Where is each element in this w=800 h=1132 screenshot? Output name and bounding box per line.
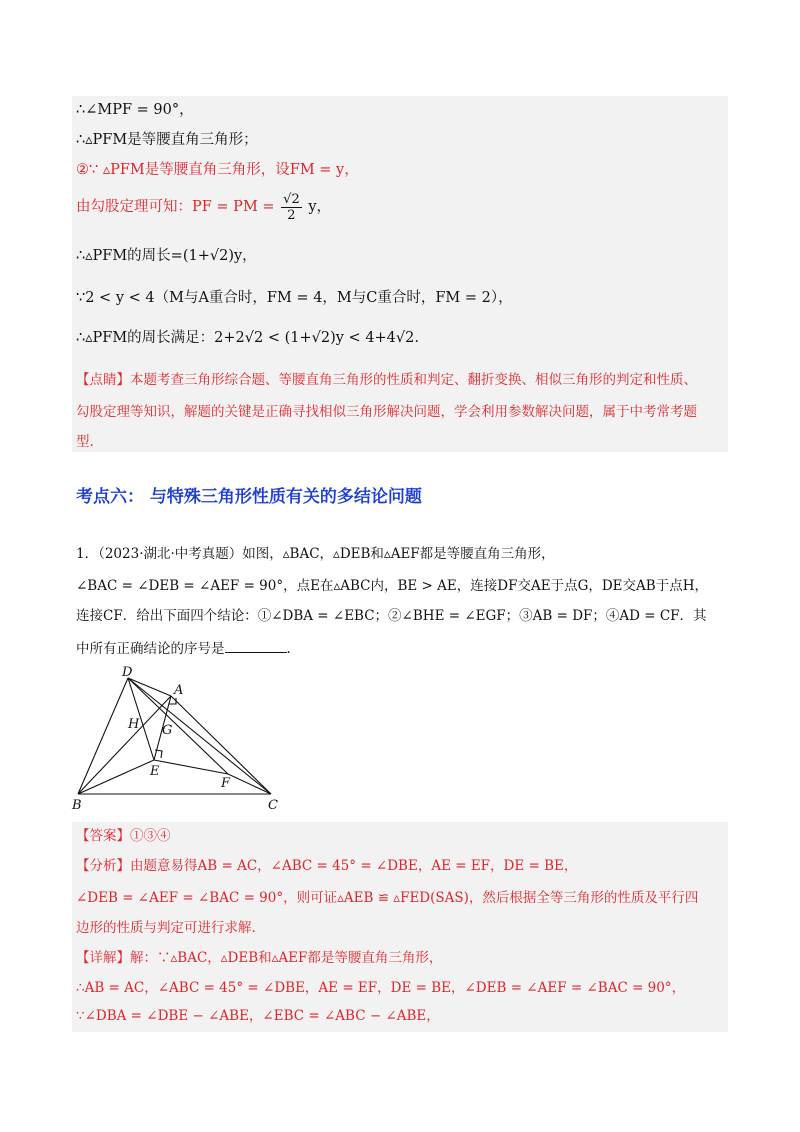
problem-line-2: ∠BAC = ∠DEB = ∠AEF = 90°，点E在▵ABC内，BE > AE，连接DF交AE于点G，DE交AB于点H， <box>76 578 708 594</box>
problem-question: 中所有正确结论的序号是 <box>76 641 225 657</box>
answer-line: 【答案】①③④ <box>76 828 171 844</box>
detail-line-3: ∵∠DBA = ∠DBE − ∠ABE，∠EBC = ∠ABC − ∠ABE， <box>76 1008 440 1024</box>
tip-line-1: 【点睛】本题考查三角形综合题、等腰直角三角形的性质和判定、翻折变换、相似三角形的判定和性质、 <box>76 372 697 388</box>
tip-line-2: 勾股定理等知识，解题的关键是正确寻找相似三角形解决问题，学会利用参数解决问题，属于中考常考题 <box>76 404 697 420</box>
solution-line-6: ∵2 < y < 4（M与A重合时，FM = 4，M与C重合时，FM = 2）， <box>76 290 513 306</box>
problem-line-4: 中所有正确结论的序号是 . <box>76 638 291 659</box>
triangle-figure <box>66 664 296 814</box>
detail-line-2: ∴AB = AC，∠ABC = 45° = ∠DBE，AE = EF，DE = BE，∠DEB = ∠AEF = ∠BAC = 90°， <box>76 980 686 996</box>
label-e: E <box>150 764 160 779</box>
pythagoras-prefix: 由勾股定理可知：PF = PM = <box>76 199 275 215</box>
fraction-sqrt2-over-2 <box>281 192 302 223</box>
segment-db <box>78 678 128 794</box>
label-h: H <box>128 717 140 732</box>
solution-line-4 <box>76 188 331 226</box>
problem-line-3: 连接CF．给出下面四个结论：①∠DBA = ∠EBC；②∠BHE = ∠EGF；③AB = DF；④AD = CF．其 <box>76 608 707 624</box>
pythagoras-suffix: y， <box>308 199 332 215</box>
detail-line-1: 【详解】解：∵▵BAC，▵DEB和▵AEF都是等腰直角三角形， <box>76 950 443 966</box>
solution-line-3: ②∵ ▵PFM是等腰直角三角形，设FM = y， <box>76 162 359 178</box>
analysis-line-2: ∠DEB = ∠AEF = ∠BAC = 90°，则可证▵AEB ≌ ▵FED(SAS)，然后根据全等三角形的性质及平行四 <box>76 890 699 906</box>
label-c: C <box>268 798 278 813</box>
label-f: F <box>221 776 231 791</box>
analysis-line-1: 【分析】由题意易得AB = AC，∠ABC = 45° = ∠DBE，AE = EF，DE = BE， <box>76 858 578 874</box>
solution-line-1: ∴∠MPF = 90°， <box>76 102 194 118</box>
section-heading: 考点六： 与特殊三角形性质有关的多结论问题 <box>76 487 422 507</box>
fraction-numerator: √2 <box>283 191 300 207</box>
fraction-denominator: 2 <box>287 207 296 223</box>
segment-be <box>78 760 154 794</box>
answer-blank <box>225 638 287 653</box>
problem-line-1: 1．（2023·湖北·中考真题）如图，▵BAC，▵DEB和▵AEF都是等腰直角三角形， <box>76 546 555 562</box>
label-b: B <box>72 798 82 813</box>
segment-ba <box>78 696 171 794</box>
tip-line-3: 型. <box>76 434 94 450</box>
label-a: A <box>174 683 184 698</box>
solution-line-5: ∴▵PFM的周长=(1+√2)y， <box>76 248 257 264</box>
segment-da <box>128 678 171 696</box>
segment-ef <box>154 760 228 774</box>
solution-line-7: ∴▵PFM的周长满足：2+2√2 < (1+√2)y < 4+4√2. <box>76 330 419 346</box>
label-g: G <box>162 723 173 738</box>
solution-line-2: ∴▵PFM是等腰直角三角形； <box>76 132 258 148</box>
label-d: D <box>122 665 133 680</box>
analysis-line-3: 边形的性质与判定可进行求解. <box>76 920 256 936</box>
